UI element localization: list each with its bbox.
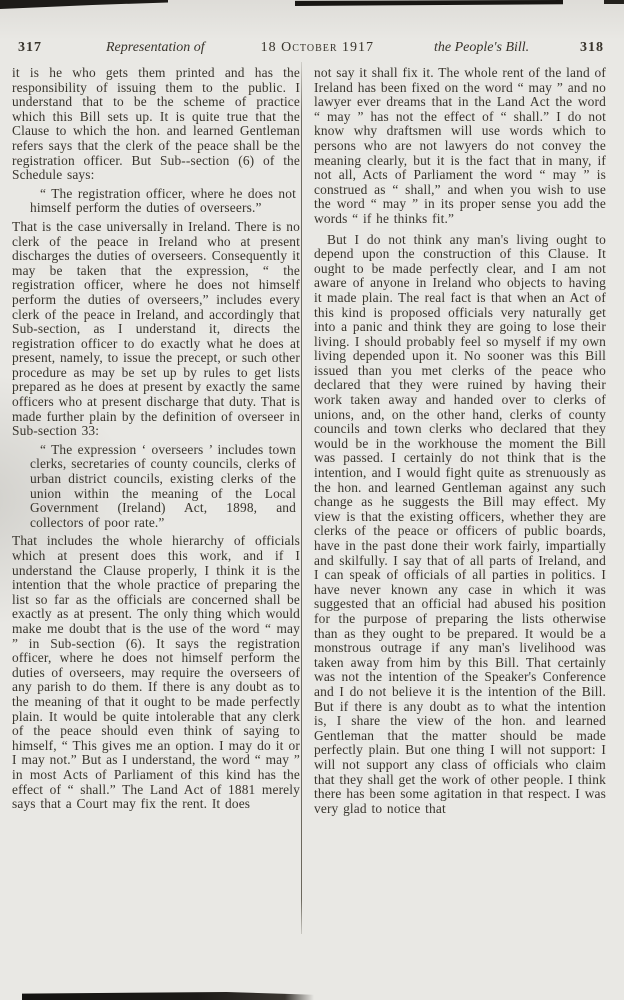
block-quote: “ The registration officer, where he does not himself perform the duties of overseers.” bbox=[30, 185, 296, 216]
paragraph: it is he who gets them printed and has the responsibility of issuing them to the public. I understand that to be the scheme of practice which this Bill sets up. It is quite true that the Clause to which the hon. and learned Gentleman refers says that the clerk of the peace shall be the registration officer. But Sub--section (6) of the Schedule says: bbox=[12, 65, 300, 183]
scan-artifact-top-middle bbox=[295, 0, 563, 6]
left-column bbox=[12, 66, 300, 813]
running-title-right: the People's Bill. bbox=[434, 40, 530, 55]
scan-artifact-top-left bbox=[0, 0, 168, 9]
page-number-right: 318 bbox=[580, 40, 604, 55]
paragraph: not say it shall fix it. The whole rent of the land of Ireland has been fixed on the word “ may ” and no lawyer ever dreams that in the Land Act the word “ may ” has not the effect of “ shall.” I do not know why draftsmen will use words which to persons who are not lawyers do not convey the meaning clearly, but it is the fact that in many, if not all, Acts of Parliament the word “ may ” is construed as “ shall,” and when you wish to use the word “ may ” in its proper sense you add the words “ if he thinks fit.” bbox=[314, 65, 606, 226]
paragraph: That includes the whole hierarchy of officials which at present does this work, and if I understand the Clause properly, I think it is the intention that the whole practice of preparing the list so far as the officials are concerned shall be exactly as at present. The only thing which would make me doubt that is the use of the word “ may ” in Sub-section (6). It says the registration officer, where he does not himself perform the duties of overseers, may require the overseers of any parish to do them. If there is any doubt as to the meaning of that it ought to be made perfectly plain. It would be quite intolerable that any clerk of the peace should even think of saying to himself, “ This gives me an option. I may do it or I may not.” But as I understand, the word “ may ” in most Acts of Parliament of this kind has the effect of “ shall.” The Land Act of 1881 merely says that a Court may fix the rent. It does bbox=[12, 533, 300, 812]
paragraph: That is the case universally in Ireland. There is no clerk of the peace in Ireland who at present discharges the duties of overseers. Consequently it may be taken that the expression, “ the registration officer, where he does not himself perform the duties of overseers,” includes every clerk of the peace in Ireland, and accordingly that Sub-section, as I understand it, directs the registration officer to do exactly what he does at present, namely, to issue the precept, or such other procedure as may be set up by rules to get lists prepared as he does at present by exactly the same officers who at present discharge that duty. That is made further plain by the definition of overseer in Sub-section 33: bbox=[12, 218, 300, 439]
scan-artifact-bottom bbox=[22, 992, 314, 1000]
running-head bbox=[10, 40, 610, 56]
right-column bbox=[314, 66, 606, 817]
block-quote: “ The expression ‘ overseers ’ includes town clerks, secretaries of county councils, clerks of urban district councils, existing clerks of the union within the meaning of the Local Government (Ireland) Act, 1898, and collectors of poor rate.” bbox=[30, 441, 296, 530]
paragraph: But I do not think any man's living ought to depend upon the construction of this Clause. It ought to be made perfectly clear, and I am not aware of anyone in Ireland who objects to having it made plain. The real fact is that when an Act of this kind is proposed officials very naturally get into a panic and think they are going to lose their living. I should probably feel so myself if my own living depended upon it. No sooner was this Bill issued than you met clerks of the peace who declared that they were ruined by having their work taken away and handed over to clerks of unions, and, on the other hand, clerks of county councils and town clerks who declared that they would be in the workhouse the moment the Bill was passed. I certainly do not think that is the intention, and I would fight quite as strenuously as the hon. and learned Gentleman against any such change as he suggests the Bill may effect. My view is that the existing officers, whether they are clerks of the peace or officers of public boards, have in the past done their work fairly, impartially and skilfully. I say that of all parts of Ireland, and I can speak of officials of all parties in politics. I have never known any case in which it was suggested that an official had abused his position for the purpose of preparing the lists otherwise than as they ought to be prepared. It would be a monstrous outrage if any man's livelihood was taken away from him by this Bill. That certainly was not the intention of the Speaker's Conference and I do not believe it is the intention of the Bill. But if there is any doubt as to what the intention is, I share the view of the hon. and learned Gentleman that the matter should be made perfectly plain. But one thing I will not support: I will not support any class of officials who claim that they shall get the work of other people. I think there has been some agitation in that respect. I was very glad to notice that bbox=[314, 231, 606, 816]
page-number-left: 317 bbox=[18, 40, 42, 55]
scan-artifact-top-right bbox=[604, 0, 624, 4]
running-title-left: Representation of bbox=[106, 40, 205, 55]
column-divider-rule bbox=[301, 62, 302, 934]
running-head-date: 18 October 1917 bbox=[260, 40, 375, 55]
